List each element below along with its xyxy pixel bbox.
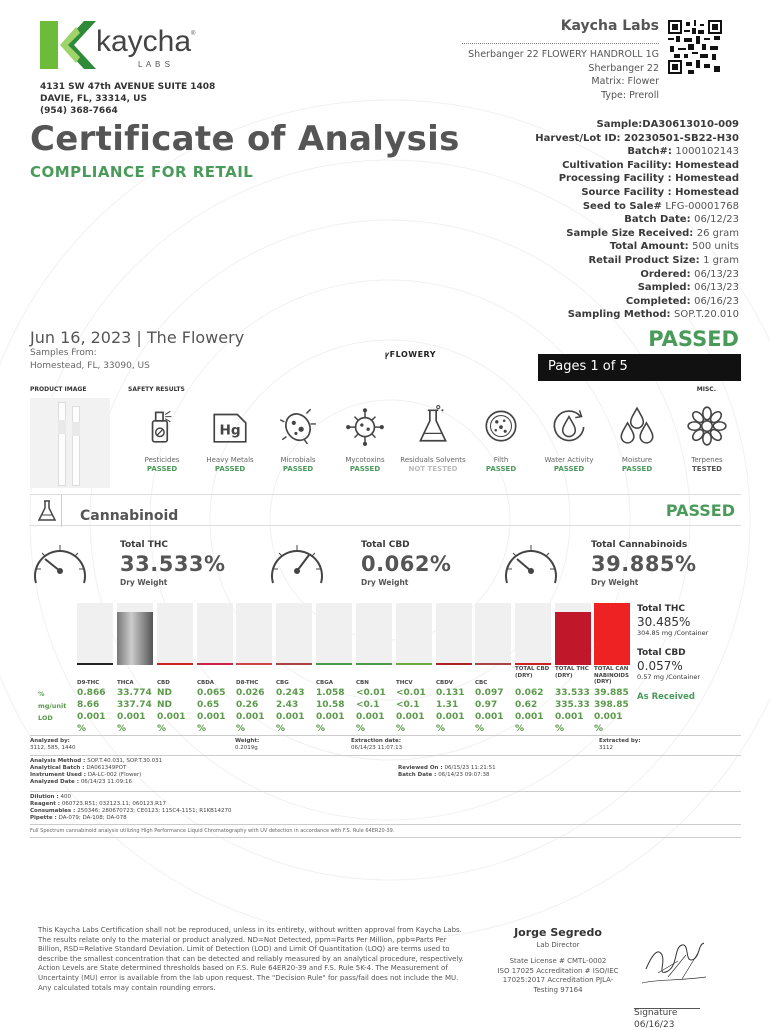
detail-row	[409, 295, 739, 309]
detail-row	[409, 254, 739, 268]
table-cell: %	[316, 724, 326, 734]
detail-label: Sampled:	[637, 282, 695, 294]
signer-name: Jorge Segredo	[514, 926, 602, 939]
disclaimer: This Kaycha Labs Certification shall not be reproduced, unless in its entirety, without written approval from Kaycha Labs. The results relate only to the material or product analyzed. ND=Not Detected, ppm=Parts Per Million, ppb=Parts Per Billion, RSD=Relative Standard Deviation. Limit of Detection (LOD) and Limit Of Quantitation (LOQ) are terms used to describe the smallest concentration that can be detected and reliably measured by an analytical procedure, respectively. Action Levels are State determined thresholds based on F.S. Rule 64ER20-39 and F.S. Rule 5K-4. The Measurement of Uncertainty (MU) error is available from the lab upon request. The "Decision Rule" for pass/fail does not include the MU. Any calculated totals may contain rounding errors.	[38, 926, 464, 992]
detail-row	[409, 308, 739, 322]
safety-status: PASSED	[214, 465, 246, 473]
table-cell: %	[475, 724, 485, 734]
pages-label: Pages 1 of 5	[548, 359, 628, 374]
detail-value: Homestead	[675, 159, 739, 171]
analysis-rule	[30, 735, 741, 736]
table-cell: %	[396, 724, 406, 734]
safety-label: Terpenes	[691, 456, 723, 464]
instrument-label: Instrument Used :	[30, 772, 88, 778]
table-cell: 0.001	[316, 712, 345, 722]
detail-row	[409, 186, 739, 200]
analysis-method-block	[30, 758, 162, 786]
dilution-label: Dilution :	[30, 794, 61, 800]
detail-value: 1000102143	[675, 146, 739, 158]
column-header: D9-THC	[77, 680, 100, 686]
side-thc-label: Total THC	[637, 604, 685, 614]
bar-fill	[436, 663, 472, 665]
bar-track	[436, 603, 472, 665]
column-header: CBDA	[197, 680, 215, 686]
table-cell: %	[594, 724, 604, 734]
table-cell: 0.001	[436, 712, 465, 722]
table-cell: 1.31	[436, 700, 459, 710]
table-cell: %	[356, 724, 366, 734]
detail-label: Sample:	[596, 119, 643, 130]
batch-date-value: 06/14/23 09:07:38	[438, 772, 490, 778]
table-cell: <0.01	[356, 688, 386, 698]
extraction-date-label: Extraction date:	[351, 738, 401, 744]
cannabinoid-icon-box	[32, 495, 62, 527]
column-header: CBGA	[316, 680, 333, 686]
safety-item	[672, 404, 742, 474]
analysis-method-label: Analysis Method :	[30, 758, 88, 764]
analysis-rule-2	[30, 755, 741, 756]
table-cell: %	[77, 724, 87, 734]
reviewed-on-value: 06/15/23 11:21:51	[444, 765, 496, 771]
detail-label: Sample Size Received:	[566, 227, 697, 239]
cannabinoid-heading: Cannabinoid	[80, 508, 179, 524]
detail-row	[409, 227, 739, 241]
detail-value: 06/13/23	[694, 282, 739, 294]
kaycha-logo	[40, 17, 210, 77]
client-logo	[385, 349, 436, 360]
detail-value: 1 gram	[703, 254, 739, 266]
table-cell: 0.001	[475, 712, 504, 722]
table-cell: 335.33	[555, 700, 590, 710]
detail-row	[409, 159, 739, 173]
safety-label: Residuals Solvents	[400, 456, 466, 464]
side-cbd-value: 0.057%	[637, 659, 683, 673]
safety-item	[127, 404, 197, 474]
table-cell: %	[515, 724, 525, 734]
total-thc-label: Total THC	[120, 540, 168, 550]
analyzed-by-value: 3112, 585, 1440	[30, 745, 76, 751]
bar-fill	[197, 663, 233, 665]
analysis-footnote: Full Spectrum cannabinoid analysis utilizing High Performance Liquid Chromatography with UV detection in accordance with F.S. Rule 64ER20-39.	[30, 828, 395, 834]
analysis-rule-5	[30, 837, 741, 838]
batch-date-label: Batch Date :	[398, 772, 439, 778]
detail-row	[409, 213, 739, 227]
table-cell: <0.01	[396, 688, 426, 698]
detail-label: Batch#:	[627, 146, 676, 158]
table-cell: 0.001	[236, 712, 265, 722]
column-header: THCA	[117, 680, 134, 686]
bar-fill	[356, 663, 392, 665]
detail-value: 500 units	[692, 241, 739, 253]
product-type: Type: Preroll	[601, 89, 659, 101]
safety-status: TESTED	[692, 465, 722, 473]
table-cell: %	[436, 724, 446, 734]
total-thc-value: 33.533%	[120, 552, 226, 576]
row-label: %	[38, 690, 45, 698]
table-cell: 0.062	[515, 688, 544, 698]
product-matrix: Matrix: Flower	[591, 76, 659, 87]
table-cell: 0.001	[117, 712, 146, 722]
detail-value: SOP.T.20.010	[674, 309, 739, 321]
analyzed-by-label: Analyzed by:	[30, 738, 70, 744]
table-cell: 0.26	[236, 700, 259, 710]
table-cell: 33.774	[117, 688, 152, 698]
column-header: THCV	[396, 680, 413, 686]
table-cell: <0.1	[356, 700, 380, 710]
weight-label: Weight:	[235, 738, 260, 744]
table-cell: %	[117, 724, 127, 734]
bar-track	[236, 603, 272, 665]
bar-fill	[316, 663, 352, 665]
bar-track	[197, 603, 233, 665]
safety-label: Pesticides	[144, 456, 180, 464]
signer-role: Lab Director	[536, 941, 580, 949]
total-cbd-basis: Dry Weight	[361, 578, 409, 587]
detail-value: 06/12/23	[694, 214, 739, 226]
safety-label: Heavy Metals	[206, 456, 254, 464]
flask-icon	[413, 404, 453, 446]
lab-director-block	[484, 926, 632, 995]
total-cbd-gauge-icon	[267, 537, 327, 591]
table-cell: 0.026	[236, 688, 265, 698]
analysis-rule-3	[30, 791, 741, 792]
analyzed-by	[30, 738, 76, 752]
safety-label: Moisture	[621, 456, 653, 464]
table-cell: 1.058	[316, 688, 345, 698]
table-cell: 0.001	[197, 712, 226, 722]
detail-label: Source Facility :	[581, 186, 676, 198]
safety-label: Microbials	[280, 456, 316, 464]
total-cannabinoids-basis: Dry Weight	[591, 578, 639, 587]
table-cell: 0.001	[396, 712, 425, 722]
table-cell: 0.97	[475, 700, 498, 710]
detail-label: Seed to Sale#	[582, 200, 666, 212]
table-cell: 8.66	[77, 700, 100, 710]
consumables-value: 250346; 280670723; CE0123; 115C4-1151; R1KB14270	[77, 808, 232, 814]
product-info	[468, 48, 659, 102]
total-thc-gauge-icon	[30, 537, 90, 591]
dilution-value: 400	[60, 794, 71, 800]
safety-status: PASSED	[146, 465, 178, 473]
detail-row	[409, 118, 739, 132]
total-cannabinoids-label: Total Cannabinoids	[591, 540, 688, 550]
reagent-value: 060723.R51; 032123.11; 060123.R17	[61, 801, 166, 807]
side-cbd-unit: 0.57 mg /Container	[637, 673, 701, 681]
kaycha-logo-mark-icon	[40, 17, 96, 73]
table-cell: %	[555, 724, 565, 734]
column-header: CBD	[157, 680, 170, 686]
bar-fill	[77, 663, 113, 665]
license-line2: ISO 17025 Accreditation # ISO/IEC	[497, 966, 619, 975]
table-cell: 0.62	[515, 700, 538, 710]
table-cell: ND	[157, 688, 173, 698]
analysis-method-value: SOP.T.40.031, SOP.T.30.031	[87, 758, 163, 764]
license-line4: Testing 97164	[533, 985, 583, 994]
safety-results-heading: SAFETY RESULTS	[128, 386, 185, 393]
extraction-date-value: 06/14/23 11:07:13	[351, 745, 403, 751]
column-header: TOTAL CAN NABINOIDS (DRY)	[594, 666, 629, 685]
pages-banner	[538, 354, 741, 381]
safety-status: PASSED	[485, 465, 517, 473]
bar-fill	[396, 663, 432, 665]
safety-item	[534, 404, 604, 474]
bar-fill	[117, 612, 153, 665]
bar-fill	[594, 603, 630, 665]
lab-address	[40, 81, 215, 117]
brand-name: kaycha	[96, 25, 192, 58]
table-cell: 337.74	[117, 700, 152, 710]
detail-label: Retail Product Size:	[588, 254, 704, 266]
flask-icon	[37, 499, 57, 523]
signature-date: 06/16/23	[634, 1020, 675, 1030]
bar-track	[316, 603, 352, 665]
column-header: D8-THC	[236, 680, 259, 686]
water-activity-icon	[549, 404, 589, 446]
client-logo-mark-icon: ꝩ	[385, 350, 390, 359]
heavy-metals-hg-icon	[210, 404, 250, 446]
total-cbd-label: Total CBD	[361, 540, 410, 550]
moisture-drops-icon	[617, 404, 657, 446]
detail-value: Homestead	[675, 186, 739, 198]
reagent-block	[30, 794, 231, 822]
safety-item	[330, 404, 400, 474]
page-subtitle: COMPLIANCE FOR RETAIL	[30, 163, 254, 181]
side-thc-unit: 304.85 mg /Container	[637, 629, 709, 637]
safety-item	[466, 404, 536, 474]
bar-track	[396, 603, 432, 665]
table-cell: 398.85	[594, 700, 629, 710]
client-logo-text: FLOWERY	[389, 350, 437, 359]
as-received-label: As Received	[637, 692, 696, 702]
detail-row	[409, 268, 739, 282]
table-cell: 0.001	[356, 712, 385, 722]
safety-status: PASSED	[349, 465, 381, 473]
analyzed-date-label: Analyzed Date :	[30, 779, 81, 785]
detail-value: DA30613010-009	[642, 119, 739, 130]
column-header: CBC	[475, 680, 488, 686]
detail-label: Processing Facility :	[558, 173, 676, 185]
address-line1: 4131 SW 47th AVENUE SUITE 1408	[40, 82, 216, 92]
row-label: LOD	[38, 714, 53, 722]
table-cell: 0.131	[436, 688, 465, 698]
product-strain: Sherbanger 22	[588, 62, 659, 74]
bar-track	[475, 603, 511, 665]
detail-value: 06/16/23	[694, 295, 739, 307]
detail-label: Total Amount:	[609, 241, 693, 253]
table-cell: 0.065	[197, 688, 226, 698]
pesticide-spray-icon	[142, 404, 182, 446]
analysis-rule-4	[30, 824, 741, 825]
safety-status: PASSED	[553, 465, 585, 473]
extracted-by	[599, 738, 641, 752]
bar-track	[276, 603, 312, 665]
bar-track	[515, 603, 551, 665]
detail-label: Harvest/Lot ID:	[535, 132, 624, 144]
table-cell: %	[236, 724, 246, 734]
cannabinoid-status: PASSED	[665, 501, 735, 520]
table-cell: 39.885	[594, 688, 629, 698]
reagent-label: Reagent :	[30, 801, 62, 807]
bar-fill	[555, 612, 591, 665]
detail-value: 26 gram	[696, 227, 739, 239]
detail-row	[409, 132, 739, 146]
table-cell: ND	[157, 700, 173, 710]
detail-label: Ordered:	[640, 268, 695, 280]
signature-label: Signature	[634, 1008, 678, 1018]
detail-row	[409, 281, 739, 295]
table-cell: 33.533	[555, 688, 590, 698]
safety-item	[602, 404, 672, 474]
table-cell: 0.866	[77, 688, 106, 698]
analyzed-date-value: 06/14/23 11:09:16	[80, 779, 132, 785]
extracted-by-label: Extracted by:	[599, 738, 641, 744]
product-name: Sherbanger 22 FLOWERY HANDROLL 1G	[468, 49, 659, 60]
detail-row	[409, 172, 739, 186]
terpenes-flower-icon	[687, 404, 727, 446]
petri-dish-icon	[481, 404, 521, 446]
product-image	[30, 398, 110, 488]
client-heading: Jun 16, 2023 | The Flowery	[30, 328, 245, 347]
column-header: TOTAL CBD (DRY)	[515, 666, 550, 679]
qr-code-icon[interactable]	[668, 20, 722, 74]
safety-item	[398, 404, 468, 474]
table-cell: 0.001	[515, 712, 544, 722]
detail-label: Batch Date:	[624, 214, 695, 226]
sample-details	[409, 118, 739, 322]
detail-value: 06/13/23	[694, 268, 739, 280]
total-thc-basis: Dry Weight	[120, 578, 168, 587]
samples-from-label: Samples From:	[30, 348, 97, 358]
detail-value: LFG-00001768	[665, 200, 739, 212]
bar-fill	[157, 663, 193, 665]
mycotoxin-virus-icon	[345, 404, 385, 446]
table-cell: %	[276, 724, 286, 734]
safety-label: Filth	[493, 456, 509, 464]
safety-label: Water Activity	[544, 456, 594, 464]
table-cell: 10.58	[316, 700, 345, 710]
overall-status: PASSED	[648, 327, 739, 351]
column-header: CBDV	[436, 680, 454, 686]
lab-name: Kaycha Labs	[560, 18, 659, 34]
safety-status: PASSED	[621, 465, 653, 473]
table-cell: 0.65	[197, 700, 220, 710]
reviewed-on-label: Reviewed On :	[398, 765, 445, 771]
detail-label: Sampling Method:	[567, 309, 675, 321]
product-image-heading: PRODUCT IMAGE	[30, 386, 87, 393]
detail-row	[409, 200, 739, 214]
detail-row	[409, 145, 739, 159]
brand-sub: L A B S	[138, 60, 171, 69]
total-cannabinoids-gauge-icon	[501, 537, 561, 591]
analytical-batch-label: Analytical Batch :	[30, 765, 87, 771]
bar-fill	[236, 663, 272, 665]
page-title: Certificate of Analysis	[30, 119, 460, 159]
side-cbd-label: Total CBD	[637, 648, 686, 658]
table-cell: 0.001	[77, 712, 106, 722]
column-header: CBG	[276, 680, 289, 686]
safety-item	[263, 404, 333, 474]
safety-label: Mycotoxins	[345, 456, 385, 464]
microbial-icon	[278, 404, 318, 446]
product-dotted-rule	[462, 43, 659, 44]
bar-track	[356, 603, 392, 665]
detail-label: Completed:	[625, 295, 695, 307]
pipette-value: DA-079; DA-108; DA-078	[58, 815, 127, 821]
table-cell: 0.001	[276, 712, 305, 722]
weight	[235, 738, 259, 752]
bar-fill	[515, 663, 551, 665]
extraction-date	[351, 738, 402, 752]
safety-item	[195, 404, 265, 474]
table-cell: 0.001	[157, 712, 186, 722]
bar-fill	[475, 663, 511, 665]
column-header: CBN	[356, 680, 369, 686]
bar-track	[157, 603, 193, 665]
total-cbd-value: 0.062%	[361, 552, 452, 576]
extracted-by-value: 3112	[599, 745, 613, 751]
column-header: TOTAL THC (DRY)	[555, 666, 589, 679]
detail-value: 20230501-SB22-H30	[624, 132, 739, 144]
cannabinoid-header	[30, 494, 741, 526]
table-cell: 0.001	[555, 712, 584, 722]
table-cell: 0.243	[276, 688, 305, 698]
table-cell: <0.1	[396, 700, 420, 710]
bar-track	[77, 603, 113, 665]
review-block	[398, 765, 496, 779]
table-cell: 0.097	[475, 688, 504, 698]
table-cell: %	[197, 724, 207, 734]
detail-label: Cultivation Facility:	[562, 159, 676, 171]
license-line1: State License # CMTL-0002	[509, 957, 607, 965]
weight-value: 0.2019g	[235, 745, 258, 751]
instrument-value: DA-LC-002 (Flower)	[87, 772, 142, 778]
address-phone: (954) 368-7664	[40, 106, 118, 116]
safety-status: NOT TESTED	[408, 465, 458, 473]
table-cell: 2.43	[276, 700, 299, 710]
analytical-batch-value: DA061349POT	[86, 765, 127, 771]
detail-value: Homestead	[675, 173, 739, 185]
misc-heading: MISC.	[696, 386, 716, 393]
brand-registered: ®	[191, 31, 196, 37]
license-line3: 17025:2017 Accreditation PJLA-	[502, 976, 614, 985]
handwritten-signature	[638, 925, 710, 987]
table-cell: %	[157, 724, 167, 734]
safety-status: PASSED	[282, 465, 314, 473]
svg-text:Hg: Hg	[219, 422, 241, 439]
samples-location: Homestead, FL, 33090, US	[30, 361, 150, 371]
consumables-label: Consumables :	[30, 808, 78, 814]
total-cannabinoids-value: 39.885%	[591, 552, 697, 576]
table-cell: 0.001	[594, 712, 623, 722]
pipette-label: Pipette :	[30, 815, 59, 821]
side-thc-value: 30.485%	[637, 615, 691, 629]
address-line2: DAVIE, FL, 33314, US	[40, 94, 147, 104]
detail-row	[409, 240, 739, 254]
row-label: mg/unit	[38, 702, 67, 710]
bar-fill	[276, 663, 312, 665]
